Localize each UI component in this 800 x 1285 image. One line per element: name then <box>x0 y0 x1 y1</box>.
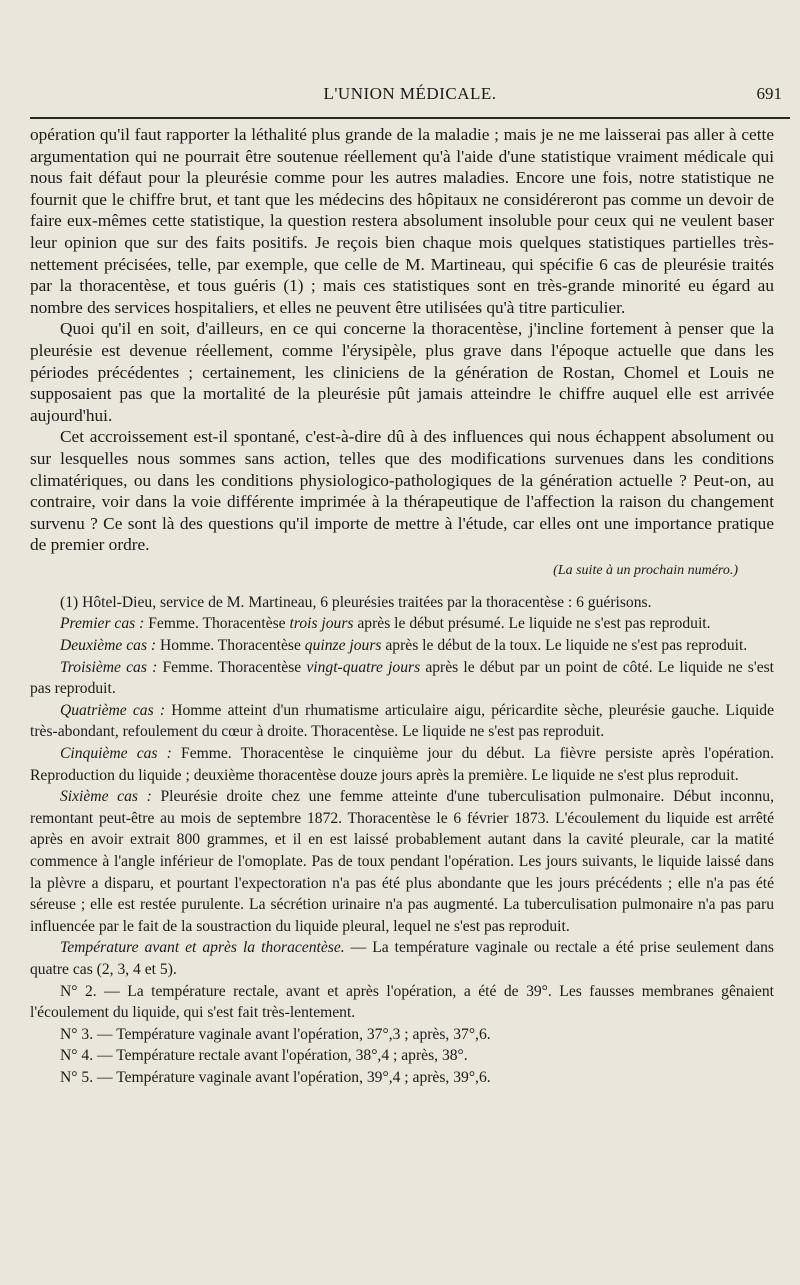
case-text: Homme. Thoracentèse <box>156 637 305 655</box>
case-entry <box>30 613 774 635</box>
numbered-entry: N° 5. — Température vaginale avant l'opération, 39°,4 ; après, 39°,6. <box>60 1068 491 1086</box>
temperature-entry <box>30 937 774 980</box>
paragraph: Quoi qu'il en soit, d'ailleurs, en ce qui concerne la thoracentèse, j'incline fortement à penser que la pleurésie est devenue réellement, comme l'érysipèle, plus grave dans l'époque actuelle que dans les périodes précédentes ; certainement, les cliniciens de la génération de Rostan, Chomel et Louis ne supposaient pas que la mortalité de la pleurésie pût jamais atteindre le chiffre auquel elle est arrivée aujourd'hui. <box>30 319 774 425</box>
numbered-entry: N° 4. — Température rectale avant l'opération, 38°,4 ; après, 38°. <box>60 1047 468 1065</box>
case-text: Femme. Thoracentèse le cinquième jour du début. La fièvre persiste après l'opération. Reproduction du liquide ; deuxième thoracentèse douze jours après la première. Le liquide ne s'est plus reproduit. <box>30 745 774 784</box>
paragraph: opération qu'il faut rapporter la léthalité plus grande de la maladie ; mais je ne me laisserai pas aller à cette argumentation qui ne pourrait être soutenue réellement qu'à l'aide d'une statistique vraiment médicale qui nous fait défaut pour la pleurésie comme pour les autres maladies. Encore une fois, notre statistique ne fournit que le chiffre brut, et tant que les médecins des hôpitaux ne considéreront pas comme un devoir de faire eux-mêmes cette statistique, la question restera absolument insoluble pour ceux qui ne veulent baser leur opinion que sur des faits positifs. Je reçois bien chaque mois quelques statistiques partielles très-nettement précisées, telle, par exemple, que celle de M. Martineau, qui spécifie 6 cas de pleurésie traités par la thoracentèse, et tous guéris (1) ; mais ces statistiques sont en très-grande minorité eu égard au nombre des services hospitaliers, et elles ne peuvent être utilisées qu'à titre particulier. <box>30 125 774 317</box>
case-emphasis: quinze jours <box>304 637 382 655</box>
case-entry <box>30 700 774 743</box>
case-label: Premier cas : <box>60 615 145 633</box>
case-text: Femme. Thoracentèse <box>144 615 290 633</box>
page-number: 691 <box>756 84 782 103</box>
case-text: après le début par un point de côté. Le liquide ne s'est pas reproduit. <box>30 658 775 698</box>
header-rule <box>30 117 790 119</box>
temperature-label: Température avant et après la thoracentèse. <box>60 939 345 957</box>
case-label: Quatrième cas : <box>60 701 166 719</box>
case-label: Deuxième cas : <box>60 637 157 655</box>
main-text <box>30 124 774 556</box>
case-text: Pleurésie droite chez une femme atteinte d'une tuberculisation pulmonaire. Début inconnu, remontant peut-être au mois de septembre 1872. Thoracentèse le 6 février 1873. L'écoulement du liquide est arrêté après en avoir extrait 800 grammes, et il en est laissé probablement autant dans la cavité pleurale, car la matité commence à l'angle inférieur de l'omoplate. Pas de toux pendant l'opération. Les jours suivants, le liquide laissé dans la plèvre a disparu, et pourtant l'expectoration n'a pas été plus abondante que les jours précédents ; elle n'a pas été séreuse ; elle est restée purulente. La sécrétion urinaire n'a pas augmenté. La tuberculisation pulmonaire n'a pas paru influencée par le fait de la soustraction du liquide pleural, lequel ne s'est pas reproduit. <box>30 788 774 935</box>
case-emphasis: trois jours <box>289 615 354 633</box>
case-text: après le début de la toux. Le liquide ne s'est pas reproduit. <box>381 637 748 655</box>
case-entry <box>30 743 774 786</box>
footnote-intro: (1) Hôtel-Dieu, service de M. Martineau, 6 pleurésies traitées par la thoracentèse : 6 guérisons. <box>60 593 652 611</box>
case-label: Troisième cas : <box>60 658 158 676</box>
case-label: Sixième cas : <box>60 788 152 806</box>
paragraph: Cet accroissement est-il spontané, c'est-à-dire dû à des influences qui nous échappent absolument ou sur lesquelles nous sommes sans action, telles que des modifications survenues dans les conditions climatériques, ou dans les conditions physiologico-pathologiques de la génération actuelle ? Peut-on, au contraire, voir dans la voie différente imprimée à la thérapeutique de l'affection la raison du changement survenu ? Ce sont là des questions qu'il importe de mettre à l'étude, car elles ont une importance pratique de premier ordre. <box>30 427 774 555</box>
case-entry <box>30 786 774 937</box>
case-entry <box>30 657 774 700</box>
case-text: Homme atteint d'un rhumatisme articulaire aigu, péricardite sèche, pleurésie gauche. Liquide très-abondant, refoulement du cœur à droite. Thoracentèse. Le liquide ne s'est pas reproduit. <box>30 701 774 741</box>
case-label: Cinquième cas : <box>60 745 172 763</box>
case-entry <box>30 635 774 657</box>
article-body <box>30 124 774 1089</box>
continuation-note: (La suite à un prochain numéro.) <box>553 562 738 578</box>
case-text: Femme. Thoracentèse <box>157 658 307 676</box>
running-head: L'UNION MÉDICALE. <box>323 84 497 103</box>
numbered-entry: N° 2. — La température rectale, avant et après l'opération, a été de 39°. Les fausses membranes gênaient l'écoulement du liquide, qui s'est fait très-lentement. <box>30 982 774 1022</box>
footnote <box>30 592 774 1089</box>
case-text: après le début présumé. Le liquide ne s'est pas reproduit. <box>353 615 711 633</box>
temperature-text: — La température vaginale ou rectale a été prise seulement dans quatre cas (2, 3, 4 et 5). <box>30 939 774 978</box>
case-emphasis: vingt-quatre jours <box>306 658 421 676</box>
page-header <box>30 84 790 110</box>
numbered-entry: N° 3. — Température vaginale avant l'opération, 37°,3 ; après, 37°,6. <box>60 1025 491 1043</box>
